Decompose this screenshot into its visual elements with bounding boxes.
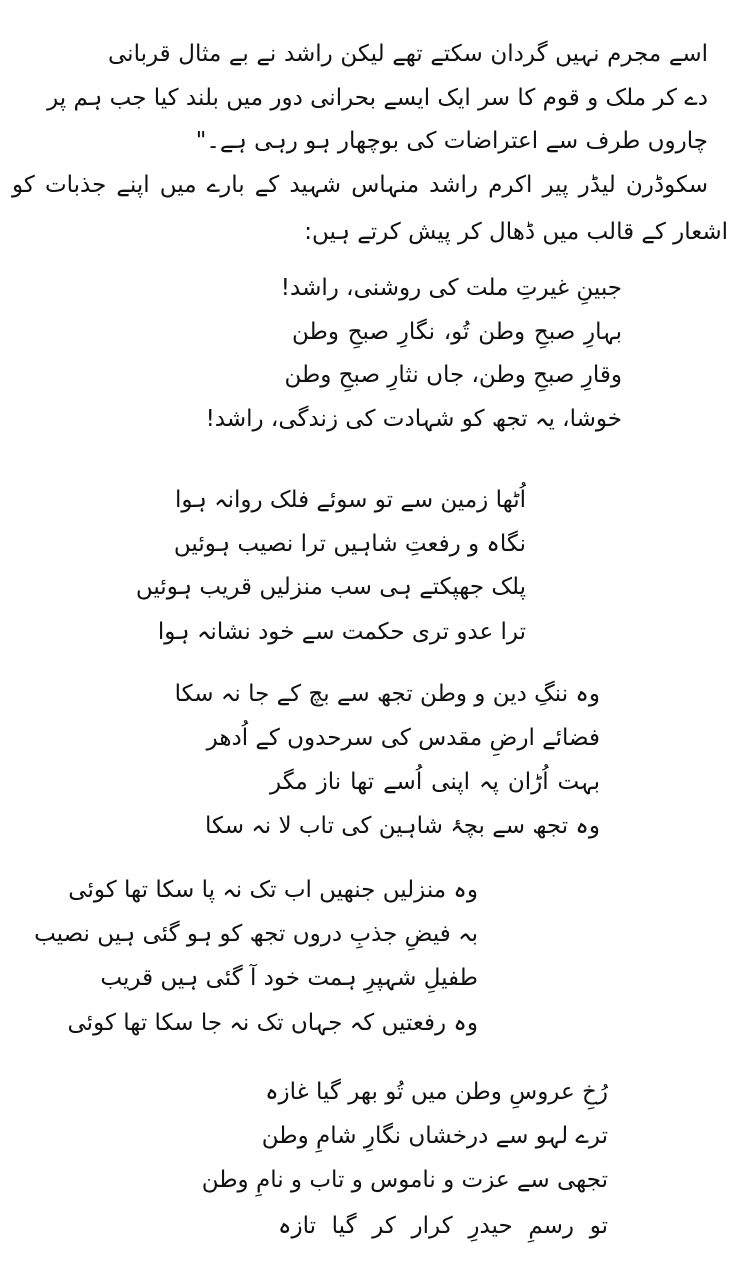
verse-line: وہ رفعتیں کہ جہاں تک نہ جا سکا تھا کوئی xyxy=(67,1010,478,1036)
verse-line: تجھی سے عزت و ناموس و تاب و نامِ وطن xyxy=(201,1167,608,1193)
verse-line: نگاہ و رفعتِ شاہیں ترا نصیب ہوئیں xyxy=(173,531,526,557)
verse-line: وہ تجھ سے بچۂ شاہین کی تاب لا نہ سکا xyxy=(205,813,600,839)
verse-line: اُٹھا زمین سے تو سوئے فلک روانہ ہوا xyxy=(175,487,526,513)
prose-line-2: دے کر ملک و قوم کا سر ایک ایسے بحرانی دور میں بلند کیا جب ہم پر xyxy=(47,85,708,111)
verse-line: وہ ننگِ دین و وطن تجھ سے بچ کے جا نہ سکا xyxy=(174,681,600,707)
prose-line-3: چاروں طرف سے اعتراضات کی بوچھار ہو رہی ہے۔" xyxy=(195,128,708,154)
verse-line: طفیلِ شہپرِ ہمت خود آ گئی ہیں قریب xyxy=(100,965,478,991)
verse-line: رُخِ عروسِ وطن میں تُو بھر گیا غازہ xyxy=(265,1079,608,1105)
prose-line-4: سکوڈرن لیڈر پیر اکرم راشد منہاس شہید کے بارے میں اپنے جذبات کو xyxy=(12,172,708,198)
verse-line: ترے لہو سے درخشاں نگارِ شامِ وطن xyxy=(261,1123,608,1149)
verse-line: تو رسمِ حیدرِ کرار کر گیا تازہ xyxy=(278,1213,608,1239)
verse-line: بہارِ صبحِ وطن تُو، نگارِ صبحِ وطن xyxy=(292,319,622,345)
prose-line-5: اشعار کے قالب میں ڈھال کر پیش کرتے ہیں: xyxy=(304,219,728,245)
verse-line: بہت اُڑان پہ اپنی اُسے تھا ناز مگر xyxy=(270,769,600,795)
verse-line: جبینِ غیرتِ ملت کی روشنی، راشد! xyxy=(280,275,622,301)
verse-line: بہ فیضِ جذبِ دروں تجھ کو ہو گئی ہیں نصیب xyxy=(34,921,478,947)
verse-line: فضائے ارضِ مقدس کی سرحدوں کے اُدھر xyxy=(206,725,600,751)
verse-line: وہ منزلیں جنھیں اب تک نہ پا سکا تھا کوئی xyxy=(68,877,478,903)
prose-line-1: اسے مجرم نہیں گردان سکتے تھے لیکن راشد نے بے مثال قربانی xyxy=(108,41,708,67)
verse-line: وقارِ صبحِ وطن، جاں نثارِ صبحِ وطن xyxy=(284,362,622,388)
verse-line: پلک جھپکتے ہی سب منزلیں قریب ہوئیں xyxy=(135,574,526,600)
verse-line: خوشا، یہ تجھ کو شہادت کی زندگی، راشد! xyxy=(205,406,622,432)
verse-line: ترا عدو تری حکمت سے خود نشانہ ہوا xyxy=(157,619,526,645)
